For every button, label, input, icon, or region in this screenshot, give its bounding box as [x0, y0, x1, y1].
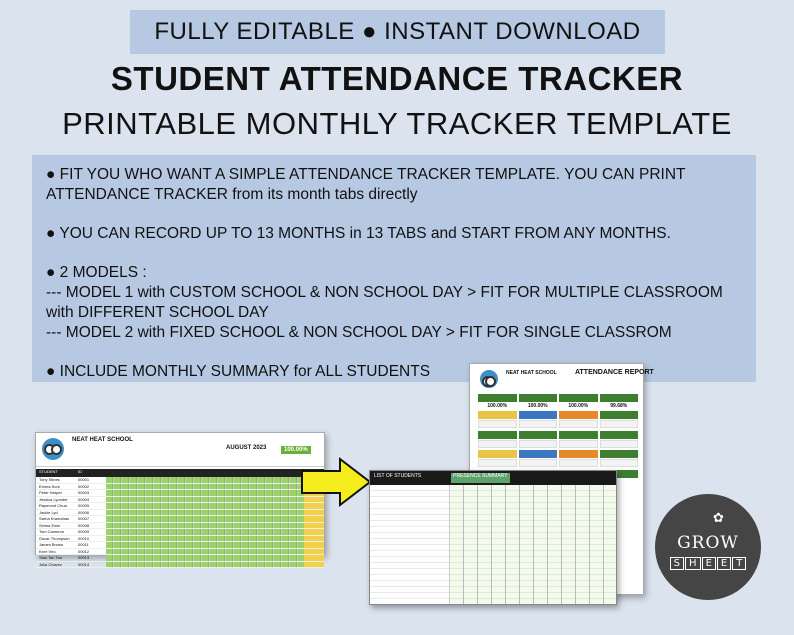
student-name: Jackie Lyd	[39, 509, 58, 515]
attendance-cells	[106, 490, 304, 496]
logo-letter: E	[702, 557, 716, 570]
tracker-row	[36, 562, 324, 569]
student-name: James Brown	[39, 542, 64, 547]
attendance-cells	[106, 536, 304, 542]
student-name: Selma Ewin	[39, 522, 61, 528]
attendance-cells	[106, 562, 304, 568]
row-total	[304, 562, 324, 568]
summary-grid	[370, 485, 616, 604]
tracker-school-name: NEAT HEAT SCHOOL	[72, 437, 133, 443]
student-id: 00011	[78, 542, 89, 547]
summary-heading: LIST OF STUDENTS	[374, 473, 422, 479]
row-total	[304, 555, 324, 561]
report-month-grid	[478, 394, 638, 479]
main-title: STUDENT ATTENDANCE TRACKER	[110, 60, 684, 97]
row-total	[304, 516, 324, 522]
student-name: Raymond Chua	[39, 503, 67, 508]
row-total	[304, 549, 324, 555]
info-line: ● YOU CAN RECORD UP TO 13 MONTHS in 13 TABS and START FROM ANY MONTHS.	[46, 225, 671, 242]
summary-names-column	[370, 485, 450, 604]
logo-letter: S	[670, 557, 684, 570]
student-id: 00010	[78, 535, 90, 541]
info-line: ATTENDANCE TRACKER from its month tabs directly	[46, 186, 418, 203]
student-id: 00012	[78, 548, 90, 554]
arrow-right-icon	[300, 457, 372, 507]
banner-text: FULLY EDITABLE ● INSTANT DOWNLOAD	[154, 18, 641, 45]
info-line: ● INCLUDE MONTHLY SUMMARY for ALL STUDENTS	[46, 363, 431, 380]
owl-logo-icon	[42, 438, 64, 460]
top-banner	[130, 10, 665, 54]
attendance-cells	[106, 497, 304, 503]
feature-info-box	[32, 155, 756, 382]
presence-summary-preview	[369, 470, 617, 605]
report-title: ATTENDANCE REPORT	[575, 369, 654, 376]
logo-sheet-text	[670, 557, 747, 570]
attendance-cells	[106, 549, 304, 555]
row-total	[304, 542, 324, 548]
row-total	[304, 536, 324, 542]
student-name: Xian Tan Tan	[39, 555, 62, 560]
student-id: 00008	[78, 522, 90, 528]
student-id: 00009	[78, 529, 90, 534]
tracker-column-header	[36, 469, 324, 477]
student-name: Kerri Viro	[39, 548, 56, 554]
student-name: Tom Cameron	[39, 529, 65, 534]
attendance-cells	[106, 523, 304, 529]
student-id: 00002	[78, 483, 90, 489]
summary-label: PRESENCE SUMMARY	[451, 473, 509, 483]
report-percent: 100.00%	[568, 403, 589, 409]
col-id: ID	[78, 469, 82, 474]
monthly-tracker-preview	[35, 432, 325, 567]
student-id: 00003	[78, 490, 90, 495]
logo-letter: E	[717, 557, 731, 570]
owl-logo-icon	[480, 370, 498, 388]
attendance-cells	[106, 503, 304, 509]
attendance-cells	[106, 484, 304, 490]
flower-icon: ✿	[713, 510, 724, 525]
student-name: Sarha Kramahan	[39, 516, 70, 521]
summary-header	[370, 471, 616, 485]
report-percent: 99.68%	[610, 403, 628, 409]
tracker-percent: 100.00%	[281, 446, 311, 454]
grow-sheet-logo	[655, 494, 761, 600]
attendance-cells	[106, 516, 304, 522]
report-percent: 100.00%	[487, 403, 508, 409]
logo-letter: T	[732, 557, 746, 570]
tracker-header	[36, 433, 324, 467]
student-name: Tony Stines	[39, 477, 60, 482]
row-total	[304, 523, 324, 529]
attendance-cells	[106, 529, 304, 535]
tracker-month: AUGUST 2023	[226, 445, 267, 451]
info-line: --- MODEL 2 with FIXED SCHOOL & NON SCHOOL DAY > FIT FOR SINGLE CLASSROM	[46, 324, 672, 341]
summary-values-grid	[450, 485, 616, 604]
student-id: 00007	[78, 516, 90, 521]
student-id: 00006	[78, 509, 90, 515]
student-name: Peter Harper	[39, 490, 62, 495]
student-id: 00001	[78, 477, 90, 482]
row-total	[304, 529, 324, 535]
info-line: --- MODEL 1 with CUSTOM SCHOOL & NON SCHOOL DAY > FIT FOR MULTIPLE CLASSROOM	[46, 284, 723, 301]
sub-title: PRINTABLE MONTHLY TRACKER TEMPLATE	[62, 106, 732, 141]
tracker-grid	[36, 469, 324, 568]
report-school-name: NEAT HEAT SCHOOL	[506, 370, 557, 376]
attendance-cells	[106, 555, 304, 561]
student-id: 00014	[78, 561, 90, 567]
attendance-cells	[106, 542, 304, 548]
student-name: Oscar Thompson	[39, 535, 70, 541]
col-student: STUDENT	[39, 469, 58, 474]
student-name: Jessica Lyonder	[39, 496, 68, 502]
attendance-cells	[106, 477, 304, 483]
info-line: ● FIT YOU WHO WANT A SIMPLE ATTENDANCE TRACKER TEMPLATE. YOU CAN PRINT	[46, 166, 686, 183]
student-id: 00013	[78, 555, 90, 560]
attendance-cells	[106, 510, 304, 516]
info-line: ● 2 MODELS :	[46, 264, 147, 281]
student-name: Emma Scot	[39, 483, 60, 489]
student-name: Julia Chavez	[39, 561, 62, 567]
report-percent: 100.00%	[527, 403, 548, 409]
info-line: with DIFFERENT SCHOOL DAY	[46, 304, 269, 321]
logo-letter: H	[685, 557, 701, 570]
student-id: 00004	[78, 496, 90, 502]
row-total	[304, 510, 324, 516]
logo-grow-text: GROW	[677, 532, 739, 553]
student-id: 00005	[78, 503, 90, 508]
